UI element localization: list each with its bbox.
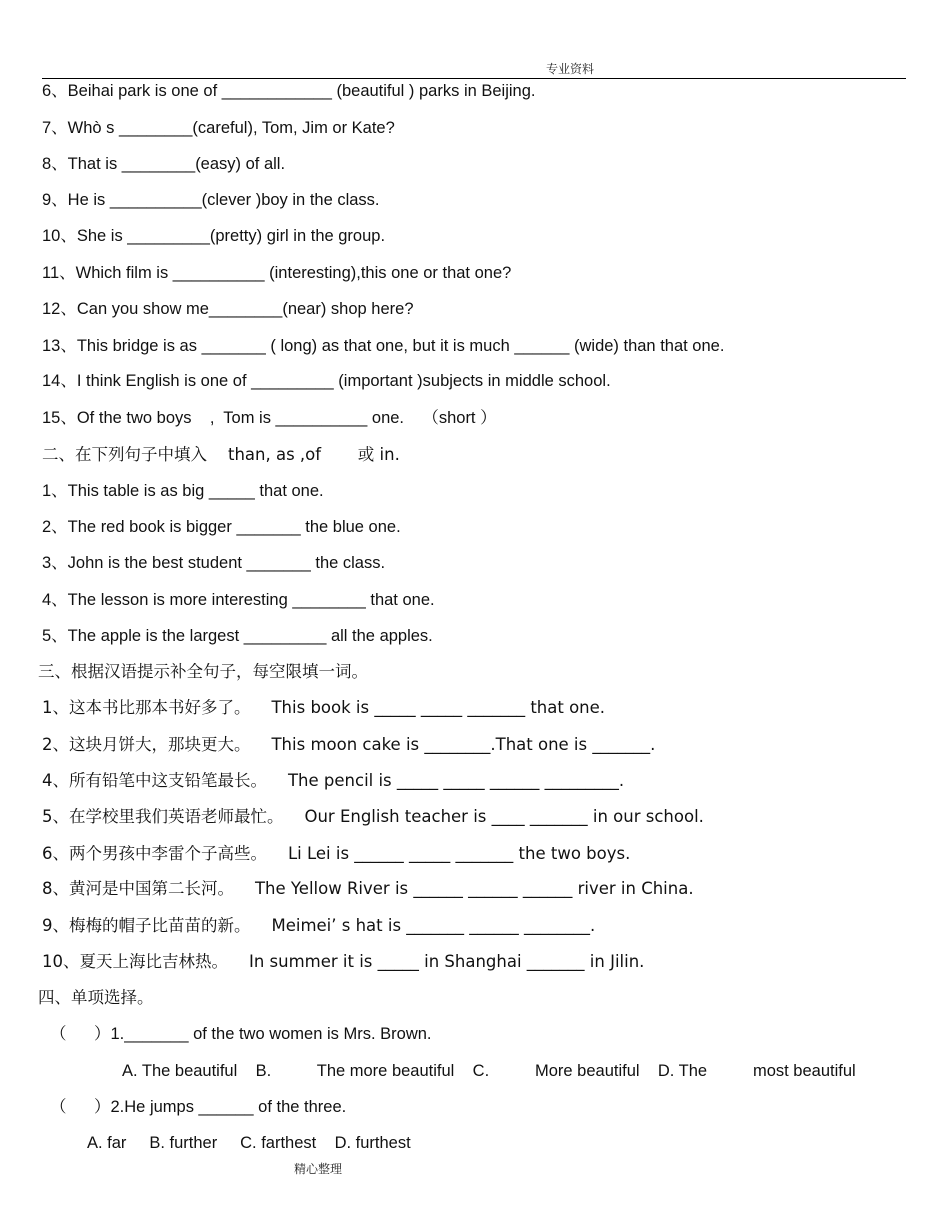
section-heading-3: 三、根据汉语提示补全句子，每空限填一词。: [38, 662, 368, 681]
section3-line-6: 6、两个男孩中李雷个子高些。 Li Lei is ______ _____ _______ the two boys.: [42, 844, 631, 863]
section2-line-1: 1、This table is as big _____ that one.: [42, 482, 324, 500]
header-rule: [42, 78, 906, 79]
choice-options-1: A. The beautiful B. The more beautiful C. More beautiful D. The most beautiful: [122, 1062, 856, 1080]
question-line-7: 7、Whò s ________(careful), Tom, Jim or Kate?: [42, 119, 395, 137]
question-line-11: 11、Which film is __________ (interesting),this one or that one?: [42, 264, 512, 282]
section3-line-5: 5、在学校里我们英语老师最忙。 Our English teacher is ____ _______ in our school.: [42, 807, 704, 826]
choice-question-2: （ ）2.He jumps ______ of the three.: [50, 1098, 347, 1116]
choice-options-2: A. far B. further C. farthest D. furthest: [87, 1134, 411, 1152]
choice-question-1: （ ）1._______ of the two women is Mrs. Brown.: [50, 1025, 432, 1043]
section3-line-8: 8、黄河是中国第二长河。 The Yellow River is ______ ______ ______ river in China.: [42, 879, 694, 898]
section3-line-1: 1、这本书比那本书好多了。 This book is _____ _____ _______ that one.: [42, 698, 606, 717]
section3-line-9: 9、梅梅的帽子比苗苗的新。 Meimei’ s hat is _______ ______ ________.: [42, 916, 596, 935]
question-line-9: 9、He is __________(clever )boy in the class.: [42, 191, 380, 209]
section3-line-4: 4、所有铅笔中这支铅笔最长。 The pencil is _____ _____ ______ _________.: [42, 771, 625, 790]
section2-line-4: 4、The lesson is more interesting ________ that one.: [42, 591, 435, 609]
section2-line-2: 2、The red book is bigger _______ the blue one.: [42, 518, 401, 536]
section-heading-2: 二、在下列句子中填入 than, as ,of 或 in.: [42, 445, 400, 464]
question-line-12: 12、Can you show me________(near) shop here?: [42, 300, 414, 318]
question-line-15: 15、Of the two boys , Tom is __________ one. （short ）: [42, 409, 497, 427]
section2-line-3: 3、John is the best student _______ the class.: [42, 554, 386, 572]
section3-line-2: 2、这块月饼大，那块更大。 This moon cake is ________.That one is _______.: [42, 735, 656, 754]
question-line-8: 8、That is ________(easy) of all.: [42, 155, 286, 173]
question-line-10: 10、She is _________(pretty) girl in the group.: [42, 227, 386, 245]
section-heading-4: 四、单项选择。: [38, 988, 154, 1007]
question-line-6: 6、Beihai park is one of ____________ (beautiful ) parks in Beijing.: [42, 82, 536, 100]
question-line-14: 14、I think English is one of _________ (important )subjects in middle school.: [42, 372, 611, 390]
page-footer: 精心整理: [294, 1162, 343, 1176]
section3-line-10: 10、夏天上海比吉林热。 In summer it is _____ in Shanghai _______ in Jilin.: [42, 952, 645, 971]
page-header: 专业资料: [545, 62, 594, 76]
question-line-13: 13、This bridge is as _______ ( long) as that one, but it is much ______ (wide) than that one.: [42, 337, 725, 355]
section2-line-5: 5、The apple is the largest _________ all the apples.: [42, 627, 433, 645]
